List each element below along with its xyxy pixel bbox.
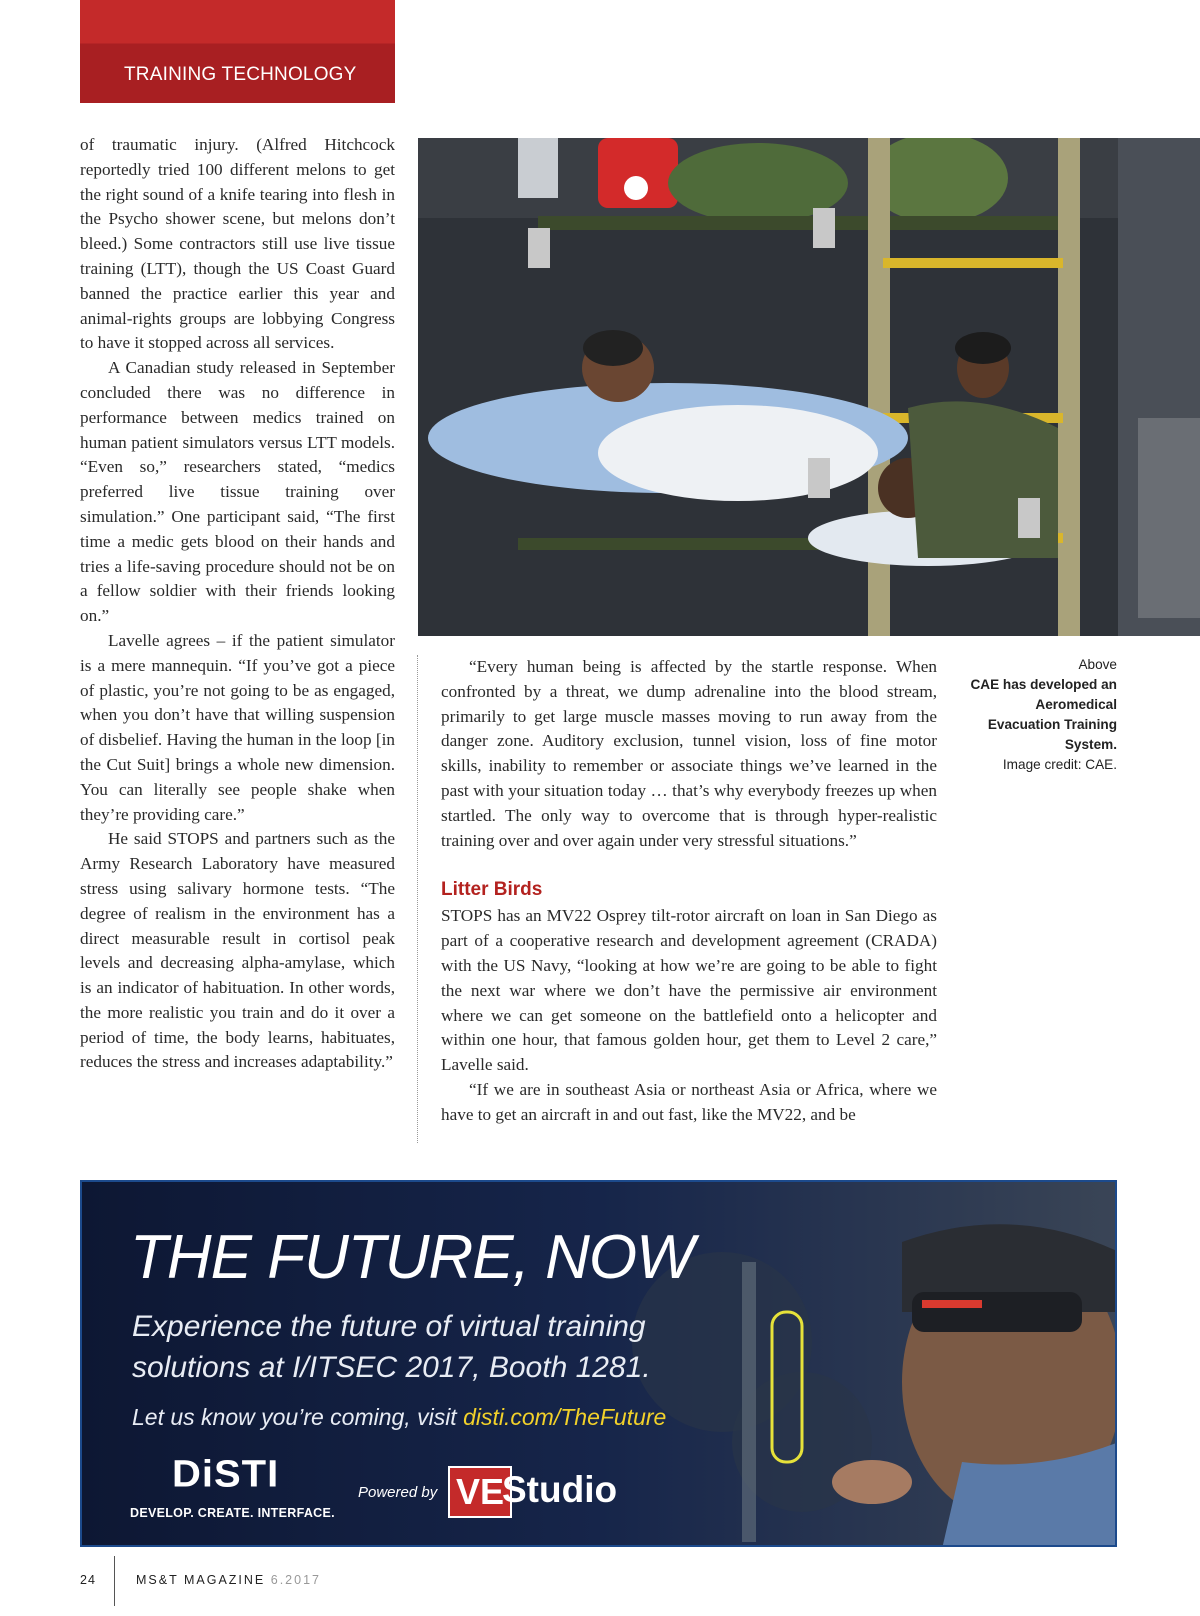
ad-visit-line: [132, 1404, 666, 1431]
article-paragraph: A Canadian study released in September concluded there was no difference in performance between medics trained on human patient simulators versus LTT models. “Even so,” researchers stated, “medics preferred live tissue training over simulation.” One participant said, “The first time a medic gets blood on their hands and tries a life-saving procedure should not be on a fellow soldier with their friends looking on.”: [80, 358, 395, 626]
left-text-column: [80, 133, 395, 1075]
article-paragraph: STOPS has an MV22 Osprey tilt-rotor aircraft on loan in San Diego as part of a cooperative research and development agreement (CRADA) with the US Navy, “looking at how we’re are going to be able to fight the next war where we don’t have the permissive air environment where we can get someone on the battlefield onto a helicopter and within one hour, that famous golden hour, get them to Level 2 care,” Lavelle said.: [441, 906, 937, 1075]
middle-text-column: [441, 655, 937, 1128]
aeromedical-training-photo: [418, 138, 1200, 636]
section-header-tab: [80, 0, 395, 103]
disti-logo: DiSTI: [172, 1453, 280, 1495]
article-paragraph: He said STOPS and partners such as the Army Research Laboratory have measured stress using salivary hormone tests. “The degree of realism in the environment has a direct measurable result in cortisol peak levels and decreasing alpha-amylase, which is an indicator of habituation. In other words, the more realistic you train and do it over a period of time, the body learns, habituates, reduces the stress and increases adaptability.”: [80, 829, 395, 1072]
caption-credit: Image credit: CAE.: [1002, 757, 1117, 772]
section-title: TRAINING TECHNOLOGY: [124, 64, 357, 85]
article-paragraph: of traumatic injury. (Alfred Hitchcock reportedly tried 100 different melons to get the right sound of a knife tearing into flesh in the Psycho shower scene, but melons don’t bleed.) Some contractors still use live tissue training (LTT), though the US Coast Guard banned the practice earlier this year and animal-rights groups are lobbying Congress to have it stopped across all services.: [80, 135, 395, 353]
ad-subline: Experience the future of virtual training solutions at I/ITSEC 2017, Booth 1281.: [132, 1310, 651, 1384]
article-paragraph: “Every human being is affected by the startle response. When confronted by a threat, we dump adrenaline into the blood stream, primarily to get large muscle masses moving to run away from the danger zone. Auditory exclusion, tunnel vision, loss of fine motor skills, inability to remember or associate things we’ve learned in the past with your situation today … that’s why everybody freezes up when startled. The only way to overcome that is through hyper-realistic training over and over again under very stressful situations.”: [441, 657, 937, 850]
column-divider: [417, 655, 418, 1143]
footer-divider: [114, 1556, 115, 1606]
caption-label: Above: [1078, 657, 1117, 672]
photo-illustration: [418, 138, 1200, 636]
ve-studio-logo-mark: VE: [448, 1466, 512, 1518]
ad-visit-prefix: Let us know you’re coming, visit: [132, 1404, 464, 1430]
disti-advertisement[interactable]: [80, 1180, 1117, 1547]
article-paragraph: “If we are in southeast Asia or northeast Asia or Africa, where we have to get an aircraft in and out fast, like the MV22, and be: [441, 1079, 937, 1124]
ad-visit-link[interactable]: disti.com/TheFuture: [463, 1404, 667, 1430]
caption-text: CAE has developed an Aeromedical Evacuation Training System.: [970, 677, 1117, 752]
article-paragraph: Lavelle agrees – if the patient simulator is a mere mannequin. “If you’ve got a piece of plastic, you’re not going to be as engaged, when you don’t have that willing suspension of disbelief. Having the human in the loop [in the Cut Suit] brings a whole new dimension. You can literally see people shake when they’re providing care.”: [80, 630, 395, 824]
ad-headline: THE FUTURE, NOW: [130, 1223, 694, 1292]
disti-tagline: DEVELOP. CREATE. INTERFACE.: [130, 1506, 335, 1520]
section-subhead: Litter Birds: [441, 879, 543, 901]
magazine-name: MS&T MAGAZINE: [136, 1573, 266, 1587]
issue-date: 6.2017: [270, 1573, 321, 1587]
photo-caption: [965, 655, 1117, 775]
ve-studio-logo-text: Studio: [502, 1469, 618, 1510]
powered-by-label: Powered by: [358, 1484, 438, 1501]
page-number: 24: [80, 1573, 96, 1587]
footer-magazine: [136, 1573, 321, 1587]
